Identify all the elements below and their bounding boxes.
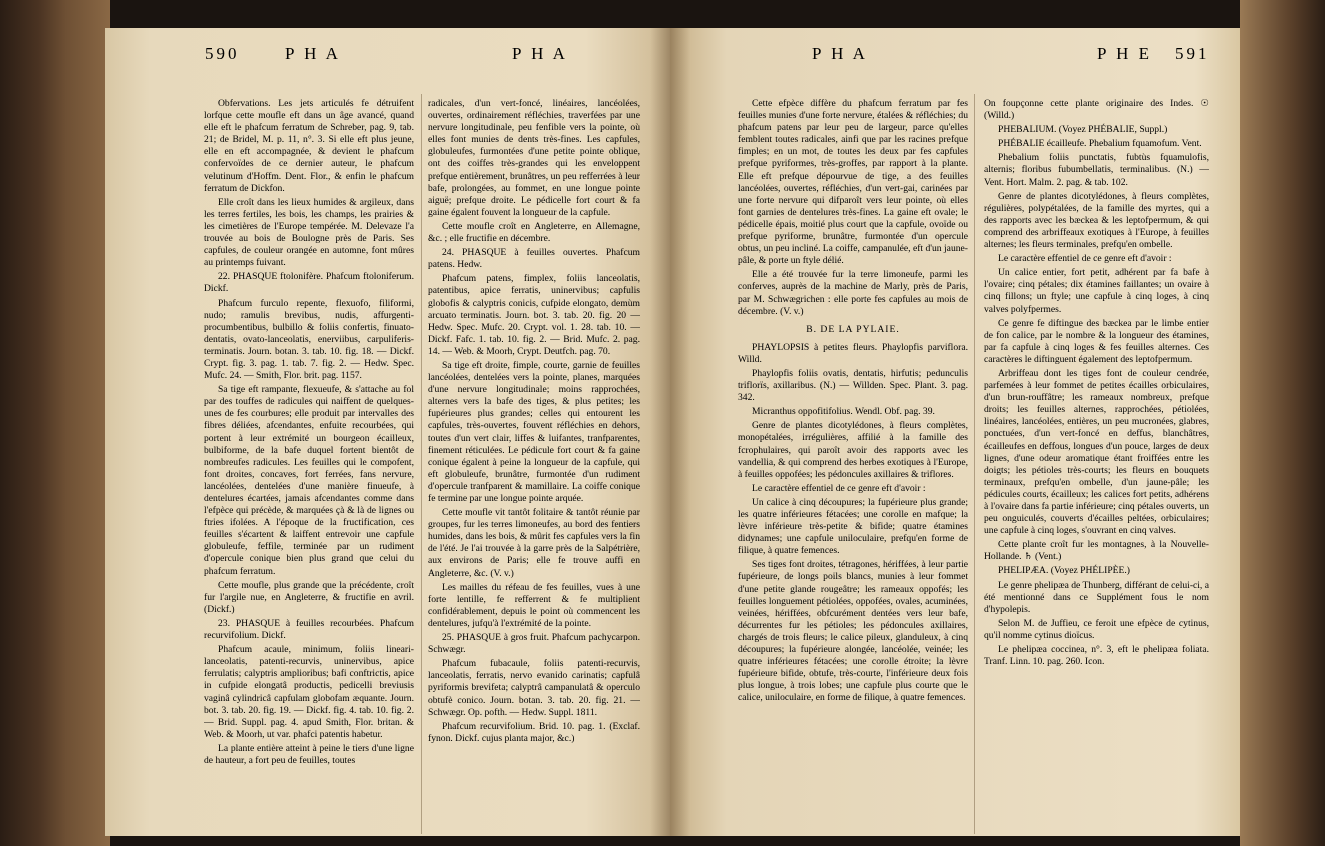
paragraph: Cette moufle croît en Angleterre, en Allemagne, &c. ; elle fructifie en décembre. bbox=[428, 220, 640, 245]
paragraph: Elle croît dans les lieux humides & argileux, dans les terres fertiles, les bois, les champs, les prairies & les cimetières de l'Europe tempérée. M. Delevaze l'a trouvée au bois de Boulogne près de Paris. Ses capfules, de couleur orangée en automne, font mûres au printemps fuivant. bbox=[204, 196, 414, 269]
right-column-rule bbox=[974, 94, 975, 834]
left-page-number: 590 bbox=[205, 44, 240, 63]
paragraph: Genre de plantes dicotylédones, à fleurs complètes, monopétalées, irrégulières, affilié à la famille des fcrophulaires, qui paroît avoir des rapports avec les vandellia, & qui comprend des herbes exotiques à l'Europe, à feuilles oppofées; les pédoncules axillaires & triflores. bbox=[738, 420, 968, 480]
author-signature: B. DE LA PYLAIE. bbox=[806, 323, 900, 335]
paragraph: Les mailles du réfeau de fes feuilles, vues à une forte lentille, fe refferrent & fe multiplient confidérablement, depuis le point où commencent les dentelures, jufqu'à l'extrémité de la pointe. bbox=[428, 581, 640, 629]
paragraph: 23. PHASQUE à feuilles recourbées. Phafcum recurvifolium. Dickf. bbox=[204, 617, 414, 642]
paragraph: Cette efpèce diffère du phafcum ferratum par fes feuilles munies d'une forte nervure, étalées & réfléchies; du phafcum patens par leur peu de largeur, parce qu'elles femblent toutes radicales, ainfi que par les racines prefque fimples; en un mot, de toutes les deux par fes capfules prefque pyriformes, très-groffes, par rapport à la plante. Elle eft prefque dépourvue de tige, a des feuilles lancéolées, ouvertes, réfléchies, d'un vert-gai, carinées par une forte nervure qui difparoît vers leur pointe, où elles font garnies de dentelures très-fines. La gaine eft ovale; le pédicelle épais, moitié plus court que la capfule, ovoïde ou prefque pyriforme, brunâtre, furmontée d'un opercule obtus, un peu incliné. La coiffe, campanulée, eft d'un jaune-pâle, & porte un ftyle délié. bbox=[738, 98, 968, 267]
paragraph: PHAYLOPSIS à petites fleurs. Phaylopfis parviflora. Willd. bbox=[738, 341, 968, 365]
paragraph: Le phelipæa coccinea, n°. 3, eft le phelipæa foliata. Tranf. Linn. 10. pag. 260. Icon. bbox=[984, 644, 1209, 668]
paragraph: La plante entière atteint à peine le tiers d'une ligne de hauteur, a fort peu de feuilles, toutes bbox=[204, 742, 414, 766]
right-running-head-1: P H A bbox=[812, 44, 868, 63]
paragraph: 22. PHASQUE ftolonifère. Phafcum ftoloniferum. Dickf. bbox=[204, 271, 414, 295]
book-gutter bbox=[650, 28, 690, 836]
paragraph: Le genre phelipæa de Thunberg, différant de celui-ci, a été mentionné dans ce Supplément fous le nom d'hypolepis. bbox=[984, 579, 1209, 615]
paragraph: Selon M. de Juffieu, ce feroit une efpèce de cytinus, qu'il nomme cytinus dioïcus. bbox=[984, 617, 1209, 641]
paragraph: Arbriffeau dont les tiges font de couleur cendrée, parfemées à leur fommet de petites écailles orbiculaires, d'un brun-rouffâtre; les rameaux nombreux, prefque droits; les feuilles alternes, rapprochées, pétiolées, linéaires, lancéolées, entières, un peu mucronées, glabres, ponctuées, d'un vert-foncé en deffus, blanchâtres, écailleufes en deffous, longues d'un pouce, larges de deux lignes, d'une odeur aromatique étant froiffées entre les doigts; les pétioles très-courts; les fleurs en bouquets terminaux, prefqu'en ombelle, d'un jaune-pâle; les pédicules courts, écailleux; les calices fort petits, adhérens à l'ovaire dans fa partie inférieure; cinq pétales ouverts, un peu onguiculés, couverts d'écailles peltées, orbiculaires; une capfule à cinq loges, s'ouvrant en cinq valves. bbox=[984, 367, 1209, 537]
left-running-head-1: P H A bbox=[285, 44, 341, 63]
paragraph: Ses tiges font droites, tétragones, hériffées, à leur partie fupérieure, de longs poils blancs, munies à leur fommet d'une petite glande rougeâtre; les rameaux oppofés; les feuilles longuement pétiolées, oppofées, ovales, acuminées, veinées, hériffées, obfcurément dentées vers leur bafe, décurrentes fur les pétioles; les pédoncules axillaires, chargés de trois fleurs; le calice pileux, glanduleux, à cinq découpures; la fupérieure alongée, lancéolée, veinée; les quatre inférieures fétacées; une corolle étroite; la lèvre fupérieure bifide, obtufe, très-courte, l'inférieure deux fois plus longue, à trois lobes; une capfule plus courte que le calice, uniloculaire, en forme de filique, à quatre femences. bbox=[738, 559, 968, 704]
paragraph: On foupçonne cette plante originaire des Indes. ☉ (Willd.) bbox=[984, 98, 1209, 122]
paragraph: 24. PHASQUE à feuilles ouvertes. Phafcum patens. Hedw. bbox=[428, 247, 640, 271]
paragraph: Sa tige eft rampante, flexueufe, & s'attache au fol par des touffes de radicules qui naiffent de quelques-unes de fes courbures; elle produit par intervalles des fibres déliées, afcendantes, enfuite recourbées, qui portent à leur extrémité un bourgeon écailleux, bulbiforme, de la bafe duquel fortent bientôt de nombreufes radicules. Les feuilles qui le compofent, font droites, concaves, fort ferrées, fans nervure, lancéolées, dentelées d'une manière finueufe, à dentelures écartées, jamais afcendantes comme dans l'efpèce qui précède, & marquées çà & là de lignes ou ftries ifolées. A l'époque de la fructification, ces feuilles s'écartent & laiffent entrevoir une capfule globuleufe, feffile, terminée par un rudiment d'opercule conique bien plus grand que celui du phafcum ferratum. bbox=[204, 384, 414, 577]
paragraph: Ce genre fe diftingue des bæckea par le limbe entier de fon calice, par le nombre & la longueur des étamines, par fa capfule à cinq loges & fes feuilles alternes. Ces caractères le diftinguent également des leptofpermum. bbox=[984, 317, 1209, 365]
paragraph: 25. PHASQUE à gros fruit. Phafcum pachycarpon. Schwægr. bbox=[428, 632, 640, 656]
paragraph: Phafcum recurvifolium. Brid. 10. pag. 1. (Exclaf. fynon. Dickf. cujus planta major, &c.) bbox=[428, 720, 640, 744]
paragraph: Obfervations. Les jets articulés fe détruifent lorfque cette moufle eft dans un âge avancé, quand elle eft le phafcum ferratum de Schreber, pag. 9, tab. 21; de Bridel, M. p. 11, n°. 3. Si elle eft plus jeune, elle en eft accompagnée, & devient le phafcum confervoïdes de ce dernier auteur, le phafcum velutinum d'Hoffm. Dent. Flor., & enfin le phafcum ferratum de Dickfon. bbox=[204, 98, 414, 194]
paragraph: Phafcum fubacaule, foliis patenti-recurvis, lanceolatis, ferratis, nervo evanido carinatis; capfulâ pyriformis brevifeta; calyptrâ campanulatâ & operculo obtufè conico. Journ. botan. 3. tab. 20. fig. 21. — Schwægr. Op. pofth. — Hedw. Suppl. 1811. bbox=[428, 658, 640, 718]
paragraph: Cette plante croît fur les montagnes, à la Nouvelle-Hollande. ♄ (Vent.) bbox=[984, 539, 1209, 563]
paragraph: Phafcum furculo repente, flexuofo, filiformi, nudo; ramulis brevibus, nudis, affurgenti-procumbentibus, bulbillo & foliis confertis, finuato-dentatis, ovato-lanceolatis, enerviibus, carpuliferis-terminatis. Journ. botan. 3. tab. 10. fig. 18. — Dickf. Crypt. fig. 3. pag. 1. tab. 7. fig. 2. — Hedw. Spec. Mufc. 24. — Smith, Flor. brit. pag. 1157. bbox=[204, 297, 414, 382]
paragraph: Le caractère effentiel de ce genre eft d'avoir : bbox=[752, 482, 926, 494]
paragraph: Phafcum patens, fimplex, foliis lanceolatis, patentibus, apice ferratis, uninervibus; capfulis globofis & calyptris conicis, cufpide elongato, demùm arcuato terminatis. Journ. bot. 3. tab. 20. fig. 20 — Hedw. Spec. Mufc. 20. Crypt. vol. 1. 28. tab. 10. — Dickf. Fafc. 1. tab. 10. fig. 2. — Brid. Mufc. 2. pag. 14. — Web. & Moorh, Crypt. Deutfch. pag. 70. bbox=[428, 273, 640, 357]
paragraph: Elle a été trouvée fur la terre limoneufe, parmi les conferves, auprès de la machine de Marly, près de Paris, par M. Schwægrichen : elle porte fes capfules au mois de décembre. (V. v.) bbox=[738, 269, 968, 317]
left-page-edges bbox=[0, 0, 110, 846]
paragraph: PHEBALIUM. (Voyez PHÉBALIE, Suppl.) bbox=[998, 124, 1168, 136]
right-page-number: 591 bbox=[1175, 44, 1210, 63]
right-page-column-2 bbox=[984, 98, 1209, 823]
paragraph: Un calice entier, fort petit, adhérent par fa bafe à l'ovaire; cinq pétales; dix étamines faillantes; un ovaire à cinq fillons; un ftyle; une capfule à cinq loges, à cinq valves polyfpermes. bbox=[984, 267, 1209, 315]
paragraph: radicales, d'un vert-foncé, linéaires, lancéolées, ouvertes, ordinairement réfléchies, traverfées par une nervure longitudinale, peu fenfible vers la pointe, où elles font munies de dents très-fines. Les capfules, globuleufes, furmontées d'une petite pointe oblique, ont des coiffes très-grandes qui les enveloppent prefque entièrement, brunâtres, un peu refferrées à leur bafe, prolongées, au fommet, en une longue pointe aiguë; prefque droite. Le pédicelle fort court & fa gaine égalent fouvent la longueur de la capfule. bbox=[428, 98, 640, 218]
paragraph: PHELIPÆA. (Voyez PHÉLIPÈE.) bbox=[998, 565, 1130, 577]
paragraph: Sa tige eft droite, fimple, courte, garnie de feuilles lancéolées, dentelées vers la pointe, planes, marquées d'une nervure longitudinale; moins rapprochées, alternes vers la bafe des tiges, & plus petites; les fupérieures plus grandes; celles qui entourent les capfules, très-ouvertes, fouvent réfléchies en dehors, toutes d'un vert clair, liffes & luifantes, tranfparentes, finement réticulées. Le pédicule fort court & fa gaine conique égalent à peine la longueur de la capfule, qui eft globuleufe, brunâtre, furmontée d'un rudiment d'opercule tranfparent & mamillaire. La coiffe conique fe termine par une longue pointe arquée. bbox=[428, 359, 640, 504]
paragraph: PHÉBALIE écailleufe. Phebalium fquamofum. Vent. bbox=[998, 138, 1202, 150]
paragraph: Genre de plantes dicotylédones, à fleurs complètes, régulières, polypétalées, de la famille des myrtes, qui a des rapports avec les bæckea & les leptofpermum, & qui comprend des arbriffeaux exotiques à l'Europe, à feuilles alternes; les fleurs terminales, prefqu'en ombelle. bbox=[984, 190, 1209, 251]
right-page-column-1 bbox=[738, 98, 968, 823]
left-column-rule bbox=[421, 94, 422, 834]
paragraph: Cette moufle vit tantôt folitaire & tantôt réunie par groupes, fur les terres limoneufes, au bord des fentiers humides, dans les bois, & mûrit fes capfules vers la fin de l'été. Je l'ai trouvée à la garre près de la Salpétrière, aux environs de Paris; elle fe trouve auffi en Angleterre, &c. (V. v.) bbox=[428, 507, 640, 579]
paragraph: Phaylopfis foliis ovatis, dentatis, hirfutis; pedunculis triflorïs, axillaribus. (N.) — Willden. Spec. Plant. 3. pag. 342. bbox=[738, 367, 968, 404]
paragraph: Le caractère effentiel de ce genre eft d'avoir : bbox=[998, 253, 1172, 265]
right-page-edges bbox=[1240, 0, 1325, 846]
right-running-head-2: P H E bbox=[1097, 44, 1152, 63]
paragraph: Micranthus oppofitifolius. Wendl. Obf. pag. 39. bbox=[752, 406, 935, 418]
paragraph: Phafcum acaule, minimum, foliis lineari-lanceolatis, patenti-recurvis, uninervibus, apice ferrulatis; calyptris amplioribus; bafi conftrictis, apice in cufpide elongatâ productis, pedicelli breviusis vaginâ cylindricâ capfulam globofam æquante. Journ. bot. 3. tab. 20. fig. 19. — Dickf. fig. 4. tab. 10. fig. 2. — Brid. Suppl. pag. 4. apud Smith, Flor. britan. & Web. & Moorh, ut var. phafci patentis habetur. bbox=[204, 644, 414, 740]
paragraph: Cette moufle, plus grande que la précédente, croît fur l'argile nue, en Angleterre, & fructifie en avril. (Dickf.) bbox=[204, 579, 414, 615]
left-running-head-2: P H A bbox=[512, 44, 568, 63]
left-page-column-1 bbox=[204, 98, 414, 823]
left-page-column-2 bbox=[428, 98, 640, 823]
paragraph: Un calice à cinq découpures; la fupérieure plus grande; les quatre inférieures fétacées; une corolle en mafque; la lèvre inférieure très-petite & bifide; quatre étamines didynames; une capfule uniloculaire, prefqu'en forme de filique, à quatre femences. bbox=[738, 496, 968, 557]
paragraph: Phebalium foliis punctatis, fubtùs fquamulofis, alternis; floribus fubumbellatis, terminalibus. (N.) — Vent. Hort. Malm. 2. pag. & tab. 102. bbox=[984, 152, 1209, 188]
